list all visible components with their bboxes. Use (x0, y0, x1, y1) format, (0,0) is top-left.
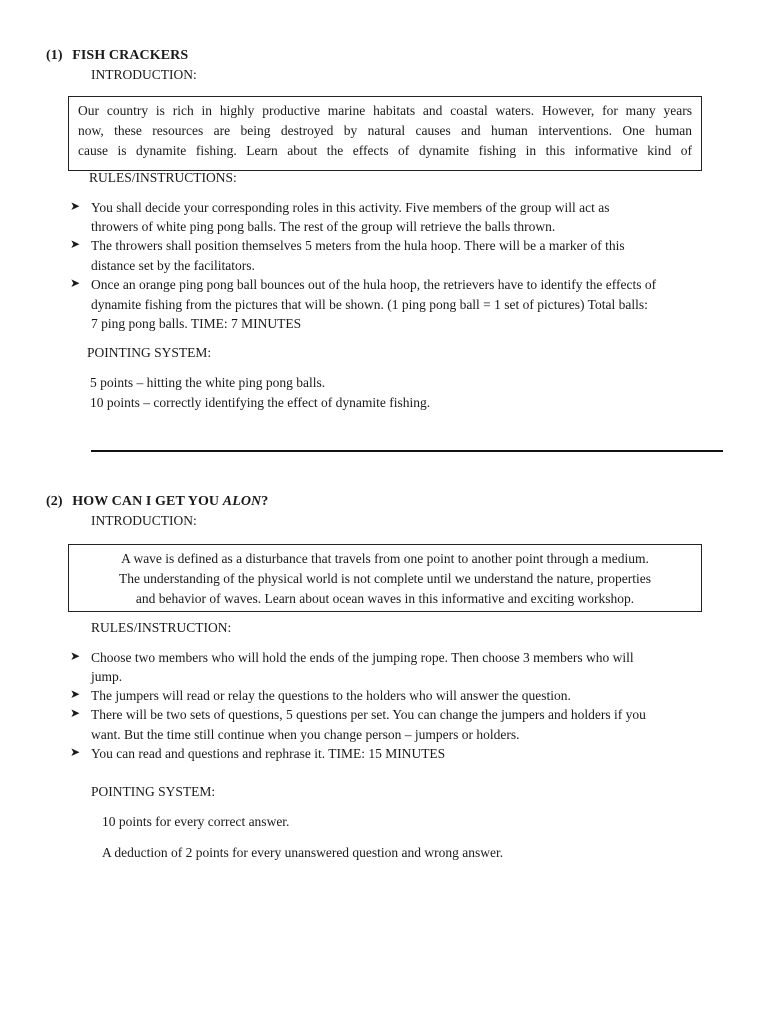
section-2-title-italic: ALON (222, 494, 262, 509)
rule-line: Once an orange ping pong ball bounces out of the hula hoop, the retrievers have to identify the effects of (91, 277, 657, 292)
intro-line: cause is dynamite fishing. Learn about the effects of dynamite fishing in this informative kind of (78, 143, 692, 158)
rule-line: distance set by the facilitators. (91, 258, 255, 273)
point-line: 10 points – correctly identifying the effect of dynamite fishing. (90, 395, 431, 410)
arrowhead-bullet-icon: ➤ (70, 706, 81, 720)
section-2-heading (46, 494, 268, 510)
rule-line: You can read and questions and rephrase it. TIME: 15 MINUTES (91, 746, 446, 761)
rule-line: The throwers shall position themselves 5 meters from the hula hoop. There will be a marker of this (91, 238, 625, 253)
section-2-title-suffix: ? (261, 494, 269, 509)
section-1-rules-label: RULES/INSTRUCTIONS: (89, 170, 237, 185)
section-1-intro-label: INTRODUCTION: (91, 67, 197, 82)
section-divider (91, 450, 723, 452)
rule-line: Choose two members who will hold the ends of the jumping rope. Then choose 3 members who will (91, 650, 634, 665)
section-2-pointing-label: POINTING SYSTEM: (91, 784, 216, 799)
arrowhead-bullet-icon: ➤ (70, 687, 81, 701)
section-2-title: HOW CAN I GET YOU (72, 494, 223, 509)
section-1-title: FISH CRACKERS (72, 48, 189, 63)
section-2-intro-box (68, 544, 702, 612)
intro-line: A wave is defined as a disturbance that travels from one point to another point through a medium. (121, 551, 649, 566)
intro-line: and behavior of waves. Learn about ocean waves in this informative and exciting workshop. (135, 591, 635, 606)
point-line: A deduction of 2 points for every unanswered question and wrong answer. (102, 845, 504, 860)
section-2-number: (2) (46, 494, 63, 509)
section-1-heading (46, 48, 188, 64)
point-line: 5 points – hitting the white ping pong balls. (90, 375, 326, 390)
section-2-intro-label: INTRODUCTION: (91, 513, 197, 528)
rule-line: You shall decide your corresponding roles in this activity. Five members of the group will act as (91, 200, 610, 215)
arrowhead-bullet-icon: ➤ (70, 745, 81, 759)
point-line: 10 points for every correct answer. (102, 814, 290, 829)
intro-line: now, these resources are being destroyed by natural causes and human interventions. One human (78, 123, 692, 138)
rule-line: throwers of white ping pong balls. The rest of the group will retrieve the balls thrown. (91, 219, 556, 234)
rule-line: jump. (91, 669, 123, 684)
rule-line: want. But the time still continue when you change person – jumpers or holders. (91, 727, 520, 742)
arrowhead-bullet-icon: ➤ (70, 649, 81, 663)
rule-line: There will be two sets of questions, 5 questions per set. You can change the jumpers and holders if you (91, 707, 646, 722)
section-2-rules-label: RULES/INSTRUCTION: (91, 620, 232, 635)
arrowhead-bullet-icon: ➤ (70, 199, 81, 213)
arrowhead-bullet-icon: ➤ (70, 276, 81, 290)
intro-line: Our country is rich in highly productive marine habitats and coastal waters. However, for many years (78, 103, 692, 118)
arrowhead-bullet-icon: ➤ (70, 237, 81, 251)
section-1-intro-box (68, 96, 702, 171)
rule-line: The jumpers will read or relay the questions to the holders who will answer the question. (91, 688, 571, 703)
section-1-number: (1) (46, 48, 63, 63)
intro-line: The understanding of the physical world is not complete until we understand the nature, properties (119, 571, 651, 586)
rule-line: dynamite fishing from the pictures that will be shown. (1 ping pong ball = 1 set of pictures) Total balls: (91, 297, 648, 312)
section-1-pointing-label: POINTING SYSTEM: (87, 345, 212, 360)
rule-line: 7 ping pong balls. TIME: 7 MINUTES (91, 316, 302, 331)
